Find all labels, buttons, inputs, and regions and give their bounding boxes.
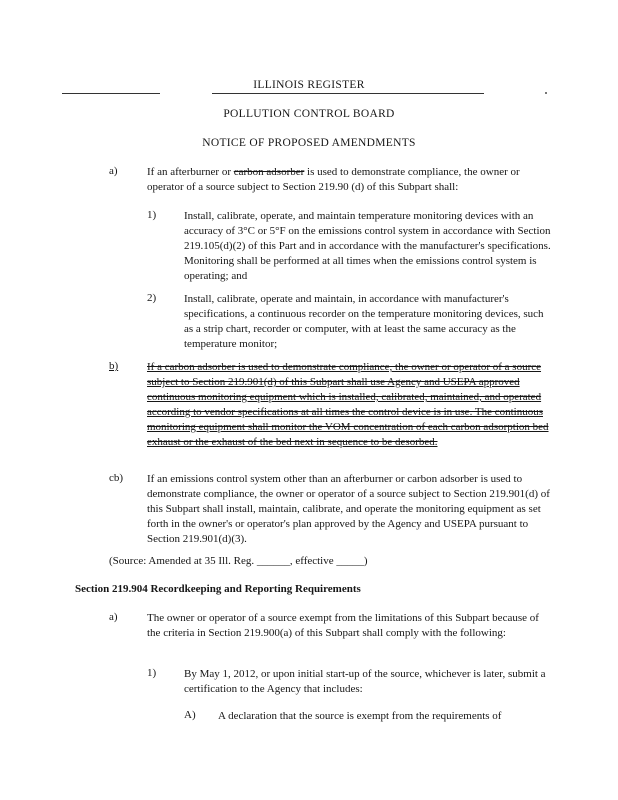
struck-text: carbon adsorber [233, 166, 305, 178]
item-c-label: cb) [109, 472, 124, 484]
item-b-text: If a carbon adsorber is used to demonstrate compliance, the owner or operator of a source subject to Section 219.901(d) of this Subpart shall use Agency and USEPA approved continuous monitoring equipment which is installed, calibrated, maintained, and operated according to vendor specifications at all times the control device is in use. The continuous monitoring equipment shall monitor the VOM concentration of each carbon adsorption bed exhaust or the exhaust of the bed next in sequence to be desorbed. [147, 361, 549, 448]
header-mark [545, 92, 547, 94]
section-a-label: a) [109, 611, 118, 623]
section-A-label: A) [184, 709, 196, 721]
item-b-label: b) [109, 360, 119, 372]
item-c-text: If an emissions control system other than an afterburner or carbon adsorber is used to demonstrate compliance, the owner or operator of a source subject to Section 219.901(d) of this Subpart shall install, maintain, calibrate, and operate the monitoring equipment as set forth in the owner's or operator's plan approved by the Agency and USEPA pursuant to Section 219.901(d)(3). [147, 473, 550, 545]
item-a2-label: 2) [147, 292, 157, 304]
item-a1-label: 1) [147, 209, 157, 221]
section-A-text: A declaration that the source is exempt from the requirements of [218, 710, 502, 722]
register-title: ILLINOIS REGISTER [253, 79, 365, 91]
section-heading: Section 219.904 Recordkeeping and Reporting Requirements [75, 583, 361, 595]
header-rule-left [62, 93, 160, 94]
item-a2-text: Install, calibrate, operate and maintain, in accordance with manufacturer's specifications, a continuous recorder on the temperature monitoring devices, such as a strip chart, recorder or computer, with at least the same accuracy as the temperature monitor; [184, 293, 544, 350]
section-1-text: By May 1, 2012, or upon initial start-up of the source, whichever is later, submit a certification to the Agency that includes: [184, 668, 546, 695]
section-a-text: The owner or operator of a source exempt from the limitations of this Subpart because of the criteria in Section 219.900(a) of this Subpart shall comply with the following: [147, 612, 539, 639]
item-a-label: a) [109, 165, 118, 177]
notice-title: NOTICE OF PROPOSED AMENDMENTS [202, 137, 416, 149]
source-note: (Source: Amended at 35 Ill. Reg. ______, effective _____) [109, 555, 368, 567]
item-a-text: If an afterburner or carbon adsorber is used to demonstrate compliance, the owner or operator of a source subject to Section 219.90 (d) of this Subpart shall: [147, 166, 520, 193]
header-rule-center [212, 93, 484, 94]
item-a1-text: Install, calibrate, operate, and maintain temperature monitoring devices with an accuracy of 3°C or 5°F on the emissions control system in accordance with Section 219.105(d)(2) of this Part and in accordance with the manufacturer's specifications. Monitoring shall be performed at all times when the emissions control system is operating; and [184, 210, 551, 282]
board-title: POLLUTION CONTROL BOARD [223, 108, 395, 120]
section-1-label: 1) [147, 667, 157, 679]
